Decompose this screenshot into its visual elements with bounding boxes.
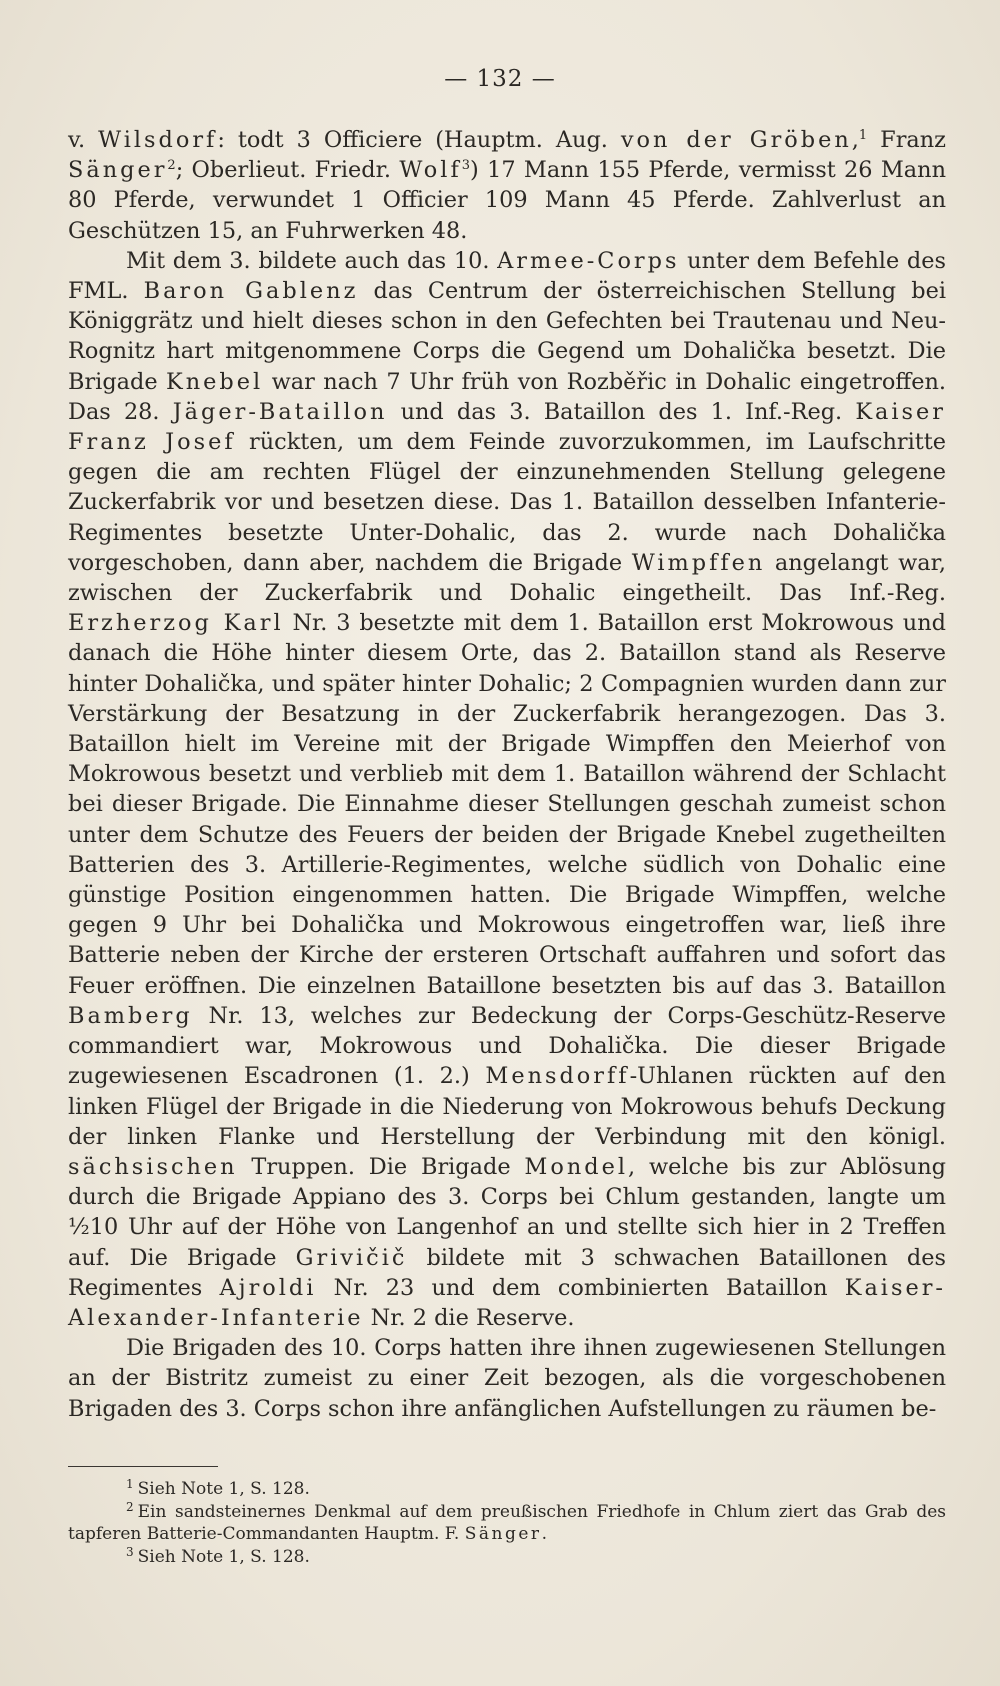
text-run: das Centrum der österreichischen Stellung bei Königgrätz und hielt dieses schon in den Gefechten bei Trautenau und Neu-Rognitz hart mitgenommene Corps die Gegend um Dohalička besetzt. Die Brigade bbox=[68, 278, 946, 395]
spaced-text: Mensdorff bbox=[485, 1063, 630, 1090]
spaced-text: Kaiser Franz Josef bbox=[68, 398, 946, 456]
spaced-text: Mondel bbox=[524, 1153, 628, 1180]
spaced-text: sächsischen bbox=[68, 1153, 238, 1180]
footnote-3 bbox=[68, 1546, 946, 1569]
text-run: Sieh Note 1, S. 128. bbox=[137, 1479, 310, 1499]
spaced-text: Wimpffen bbox=[631, 549, 766, 576]
text-run: Mit dem 3. bildete auch das 10. bbox=[126, 247, 498, 274]
paragraph-3 bbox=[68, 1333, 946, 1424]
text-run: war nach 7 Uhr früh von Rozběřic in Dohalic eingetroffen. Das 28. bbox=[68, 368, 947, 425]
spaced-text: Sänger bbox=[68, 157, 168, 184]
footnote-2 bbox=[68, 1501, 946, 1546]
footnote-ref: 2 bbox=[167, 158, 176, 174]
text-run: Ein sandsteinernes Denkmal auf dem preußischen Friedhofe in Chlum ziert das Grab des tapferen Batterie-Commandanten Hauptm. F. bbox=[68, 1501, 946, 1544]
footnote-number: 1 bbox=[126, 1477, 134, 1491]
text-run: Franz bbox=[867, 127, 946, 153]
footnote-number: 3 bbox=[126, 1544, 134, 1559]
text-run: Nr. 13, welches zur Bedeckung der Corps-Geschütz-Reserve commandiert war, Mokrowous und Dohalička. Die dieser Brigade zugewiesenen Escadronen (1. 2.) bbox=[68, 1002, 946, 1090]
spaced-text: Armee-Corps bbox=[497, 247, 680, 274]
spaced-text: Sänger bbox=[464, 1524, 542, 1544]
text-run: Nr. 23 und dem combinierten Bataillon bbox=[316, 1274, 845, 1301]
spaced-text: von der Gröben bbox=[620, 127, 852, 153]
footnote-ref: 3 bbox=[461, 158, 471, 174]
text-run: , bbox=[851, 127, 859, 153]
text-run: Nr. 2 die Reserve. bbox=[363, 1304, 575, 1331]
spaced-text: Bamberg bbox=[68, 1002, 193, 1029]
spaced-text: Jäger-Bataillon bbox=[172, 398, 388, 425]
page-number: — 132 — bbox=[444, 66, 556, 92]
footnote-rule bbox=[68, 1466, 218, 1467]
text-run: angelangt war, zwischen der Zuckerfabrik und Dohalic eingetheilt. Das Inf.-Reg. bbox=[68, 549, 946, 607]
text-run: -Uhlanen rückten auf den linken Flügel der Brigade in die Niederung von Mokrowous behufs Deckung der linken Flanke und Herstellung der Verbindung mit den königl. bbox=[68, 1063, 946, 1150]
spaced-text: Grivičič bbox=[295, 1244, 408, 1271]
text-run: und das 3. Bataillon des 1. Inf.-Reg. bbox=[387, 398, 856, 425]
spaced-text: Wilsdorf bbox=[98, 127, 218, 153]
footnotes bbox=[68, 1478, 946, 1568]
text-run: Sieh Note 1, S. 128. bbox=[137, 1546, 310, 1567]
paragraph-1 bbox=[68, 125, 946, 246]
footnote-1 bbox=[68, 1478, 946, 1501]
spaced-text: Baron Gablenz bbox=[143, 278, 359, 305]
text-run: v. bbox=[68, 127, 99, 153]
paragraph-2 bbox=[68, 246, 946, 1333]
spaced-text: Wolf bbox=[399, 157, 462, 184]
main-text bbox=[68, 125, 946, 1424]
text-run: unter dem Befehle des FML. bbox=[68, 247, 946, 305]
text-run: Nr. 3 besetzte mit dem 1. Bataillon erst Mokrowous und danach die Höhe hinter diesem Orte, das 2. Bataillon stand als Reserve hinter Dohalička, und später hinter Dohalic; 2 Compagnien wurden dann zur Verstärkung der Besatzung in der Zuckerfabrik herangezogen. Das 3. Bataillon hielt im Vereine mit der Brigade Wimpffen den Meierhof von Mokrowous besetzt und verblieb mit dem 1. Bataillon während der Schlacht bei dieser Brigade. Die Einnahme dieser Stellungen geschah zumeist schon unter dem Schutze des Feuers der beiden der Brigade Knebel zugetheilten Batterien des 3. Artillerie-Regimentes, welche südlich von Dohalic eine günstige Position eingenommen hatten. Die Brigade Wimpffen, welche gegen 9 Uhr bei Dohalička und Mokrowous eingetroffen war, ließ ihre Batterie neben der Kirche der ersteren Ortschaft auffahren und sofort das Feuer eröffnen. Die einzelnen Bataillone besetzten bis auf das 3. Bataillon bbox=[68, 610, 946, 999]
spaced-text: Ajroldi bbox=[219, 1274, 317, 1301]
text-run: bildete mit 3 schwachen Bataillonen des Regimentes bbox=[68, 1244, 946, 1301]
text-run: ; Oberlieut. Friedr. bbox=[175, 157, 400, 184]
footnote-number: 2 bbox=[126, 1499, 134, 1514]
text-run: Truppen. Die Brigade bbox=[237, 1153, 525, 1180]
text-run: , welche bis zur Ablösung durch die Brigade Appiano des 3. Corps bei Chlum gestanden, langte um ½10 Uhr auf der Höhe von Langenhof an und stellte sich hier in 2 Treffen auf. Die Brigade bbox=[68, 1153, 946, 1271]
spaced-text: Knebel bbox=[166, 368, 264, 395]
text-run: . bbox=[541, 1524, 547, 1544]
text-run: Die Brigaden des 10. Corps hatten ihre ihnen zugewiesenen Stellungen an der Bistritz zumeist zu einer Zeit bezogen, als die vorgeschobenen Brigaden des 3. Corps schon ihre anfänglichen Aufstellungen zu räumen be- bbox=[68, 1335, 946, 1422]
text-run: : todt 3 Officiere (Hauptm. Aug. bbox=[217, 127, 621, 153]
spaced-text: Kaiser-Alexander-Infanterie bbox=[68, 1274, 946, 1331]
text-run: rückten, um dem Feinde zuvorzukommen, im Laufschritte gegen die am rechten Flügel der einzunehmenden Stellung gelegene Zuckerfabrik vor und besetzen diese. Das 1. Bataillon desselben Infanterie-Regimentes besetzte Unter-Dohalic, das 2. wurde nach Dohalička vorgeschoben, dann aber, nachdem die Brigade bbox=[68, 429, 946, 576]
footnote-ref: 1 bbox=[858, 128, 868, 143]
text-run: ) 17 Mann 155 Pferde, vermisst 26 Mann 80 Pferde, verwundet 1 Officier 109 Mann 45 Pferde. Zahlverlust an Geschützen 15, an Fuhrwerken 48. bbox=[68, 157, 946, 244]
spaced-text: Erzherzog Karl bbox=[68, 610, 284, 637]
